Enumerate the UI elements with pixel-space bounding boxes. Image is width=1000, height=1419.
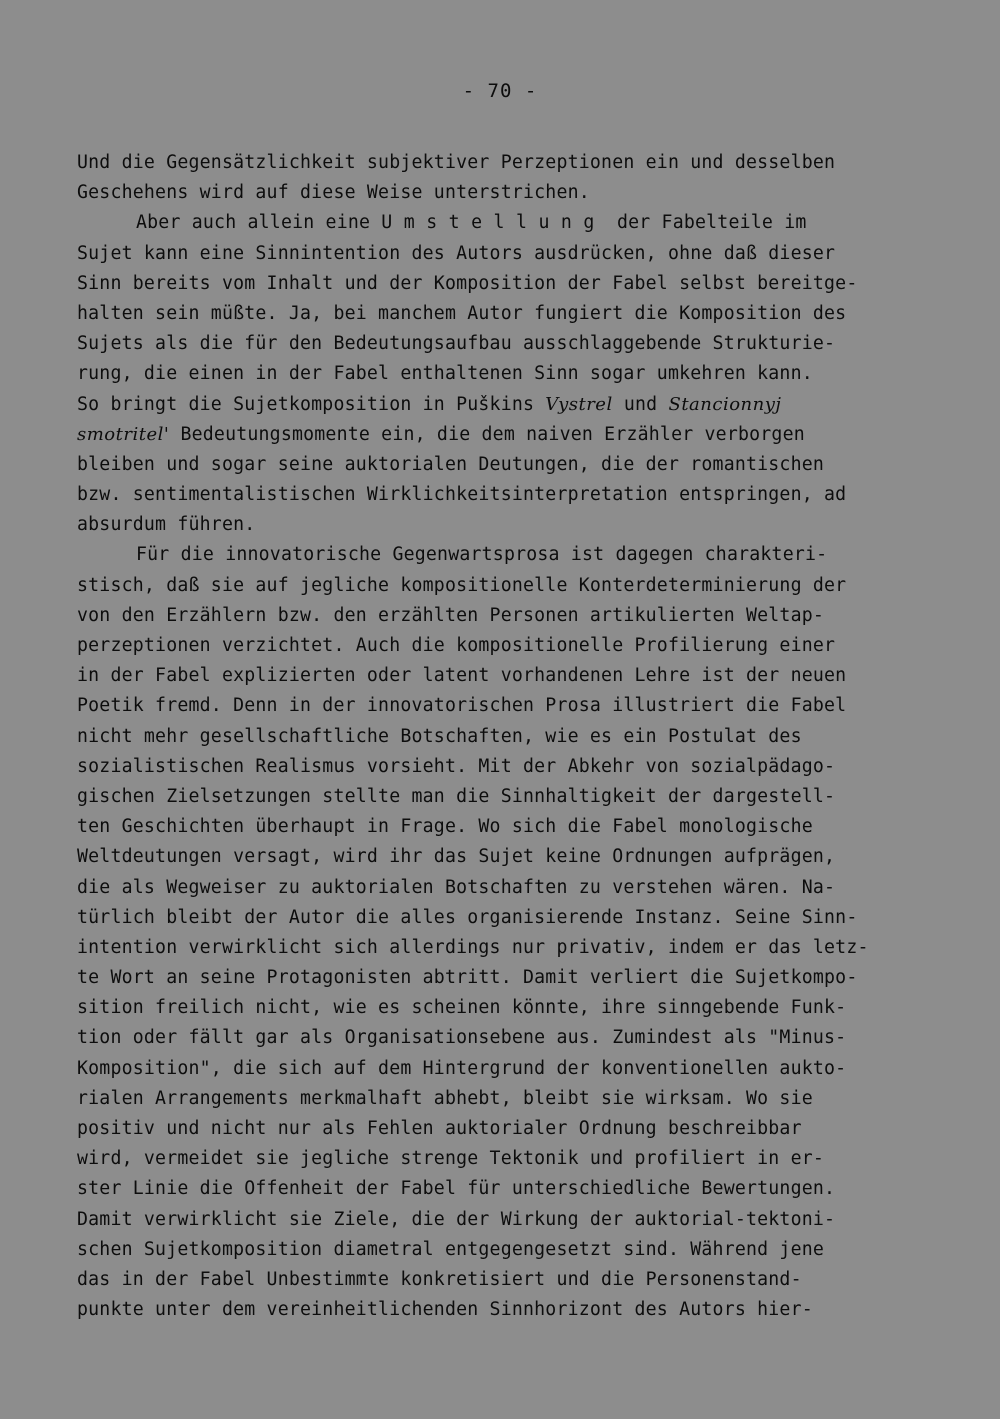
- text-line: sozialistischen Realismus vorsieht. Mit der Abkehr von sozialpädago-: [77, 755, 836, 777]
- text-line: nicht mehr gesellschaftliche Botschaften, wie es ein Postulat des: [77, 725, 802, 747]
- text-line: halten sein müßte. Ja, bei manchem Autor fungiert die Komposition des: [77, 302, 847, 324]
- line-segment: und: [612, 393, 669, 415]
- text-line: [77, 390, 927, 420]
- text-line: schen Sujetkomposition diametral entgegengesetzt sind. Während jene: [77, 1238, 825, 1260]
- text-line: perzeptionen verzichtet. Auch die kompositionelle Profilierung einer: [77, 635, 836, 656]
- text-line: absurdum führen.: [77, 514, 256, 536]
- text-line: ster Linie die Offenheit der Fabel für unterschiedliche Bewertungen.: [77, 1178, 836, 1200]
- text-line: gischen Zielsetzungen stellte man die Sinnhaltigkeit der dargestell-: [77, 785, 836, 807]
- body-text: [77, 148, 927, 1325]
- text-line: intention verwirklicht sich allerdings nur privativ, indem er das letz-: [77, 936, 869, 958]
- text-line: te Wort an seine Protagonisten abtritt. Damit verliert die Sujetkompo-: [77, 967, 858, 989]
- text-line: rung, die einen in der Fabel enthaltenen Sinn sogar umkehren kann.: [77, 363, 813, 385]
- text-line: die als Wegweiser zu auktorialen Botschaften zu verstehen wären. Na-: [77, 876, 836, 898]
- text-line: Sujet kann eine Sinnintention des Autors ausdrücken, ohne daß dieser: [77, 242, 836, 264]
- emphasized-word: Umstellung: [381, 212, 606, 234]
- text-line: [77, 420, 927, 450]
- text-line: ten Geschichten überhaupt in Frage. Wo sich die Fabel monologische: [77, 816, 813, 838]
- text-line: Sinn bereits vom Inhalt und der Komposition der Fabel selbst bereitge-: [77, 272, 858, 294]
- line-segment: So bringt die Sujetkomposition in Puškins: [77, 393, 546, 415]
- text-line: punkte unter dem vereinheitlichenden Sinnhorizont des Autors hier-: [77, 1299, 813, 1321]
- text-line: rialen Arrangements merkmalhaft abhebt, bleibt sie wirksam. Wo sie: [77, 1087, 813, 1109]
- page-number: - 70 -: [462, 80, 538, 102]
- line-segment: Aber auch allein eine: [136, 212, 382, 234]
- text-line: bzw. sentimentalistischen Wirklichkeitsinterpretation entspringen, ad: [77, 484, 847, 506]
- text-line: Sujets als die für den Bedeutungsaufbau ausschlaggebende Strukturie-: [77, 333, 836, 355]
- text-line: in der Fabel explizierten oder latent vorhandenen Lehre ist der neuen: [77, 665, 847, 687]
- text-line: das in der Fabel Unbestimmte konkretisiert und die Personenstand-: [77, 1268, 802, 1290]
- text-line: Geschehens wird auf diese Weise unterstrichen.: [77, 182, 590, 204]
- line-segment: der Fabelteile im: [605, 212, 807, 234]
- text-line: Damit verwirklicht sie Ziele, die der Wirkung der auktorial-tektoni-: [77, 1208, 836, 1230]
- text-line: sition freilich nicht, wie es scheinen könnte, ihre sinngebende Funk-: [77, 997, 847, 1019]
- work-title: Stancionnyj: [668, 393, 782, 415]
- text-line: tion oder fällt gar als Organisationsebene aus. Zumindest als "Minus-: [77, 1027, 847, 1049]
- text-line: Weltdeutungen versagt, wird ihr das Sujet keine Ordnungen aufprägen,: [77, 846, 836, 868]
- text-line: stisch, daß sie auf jegliche kompositionelle Konterdeterminierung der: [77, 574, 847, 596]
- work-title: smotritel': [77, 423, 170, 445]
- work-title: Vystrel: [545, 393, 613, 415]
- text-line: Für die innovatorische Gegenwartsprosa ist dagegen charakteri-: [136, 544, 828, 566]
- text-line: Komposition", die sich auf dem Hintergrund der konventionellen aukto-: [77, 1057, 847, 1079]
- text-line: Und die Gegensätzlichkeit subjektiver Perzeptionen ein und desselben: [77, 152, 836, 173]
- text-line: bleiben und sogar seine auktorialen Deutungen, die der romantischen: [77, 453, 825, 475]
- text-line: positiv und nicht nur als Fehlen auktorialer Ordnung beschreibbar: [77, 1118, 802, 1139]
- text-line: türlich bleibt der Autor die alles organisierende Instanz. Seine Sinn-: [77, 906, 858, 928]
- text-line: wird, vermeidet sie jegliche strenge Tektonik und profiliert in er-: [77, 1148, 825, 1170]
- text-line: Poetik fremd. Denn in der innovatorischen Prosa illustriert die Fabel: [77, 695, 847, 717]
- text-line: von den Erzählern bzw. den erzählten Personen artikulierten Weltap-: [77, 604, 825, 626]
- line-segment: Bedeutungsmomente ein, die dem naiven Erzähler verborgen: [169, 423, 805, 445]
- text-line: [77, 208, 927, 238]
